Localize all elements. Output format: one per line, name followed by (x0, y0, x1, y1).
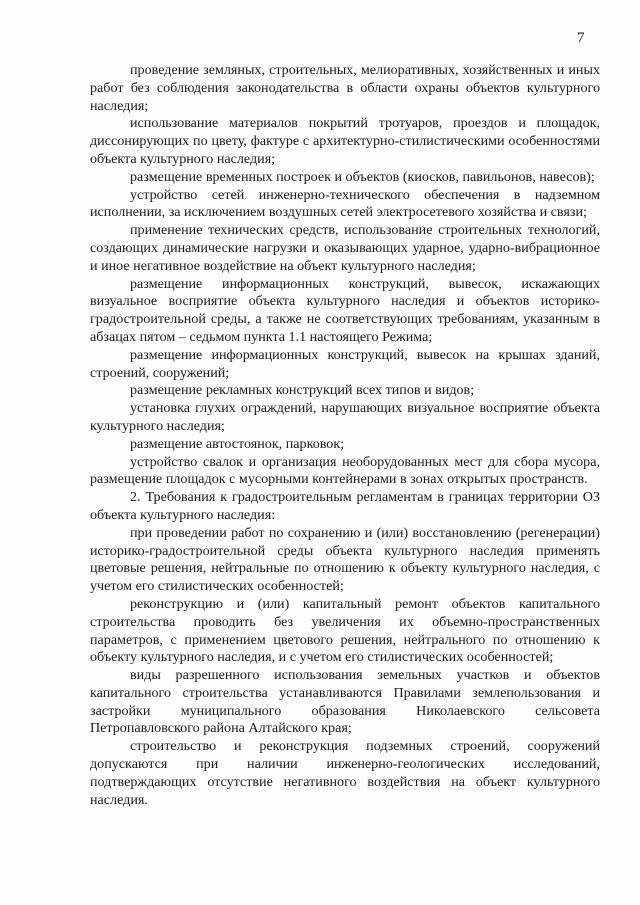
section-2-heading: 2. Требования к градостроительным регламентам в границах территории ОЗ объекта культурного наследия: (90, 489, 600, 523)
document-body (90, 62, 600, 809)
paragraph-5: применение технических средств, использование строительных технологий, создающих динамические нагрузки и оказывающих ударное, ударно-вибрационное и иное негативное воздействие на объект культурного наследия; (90, 222, 600, 274)
paragraph-14: реконструкцию и (или) капитальный ремонт объектов капитального строительства проводить без увеличения их объемно-пространственных параметров, с применением цветового решения, нейтрального по отношению к объекту культурного наследия, и с учетом его стилистических особенностей; (90, 595, 600, 666)
paragraph-3: размещение временных построек и объектов (киосков, павильонов, навесов); (130, 168, 595, 185)
paragraph-15: виды разрешенного использования земельных участков и объектов капитального строительства устанавливаются Правилами землепользования и застройки муниципального образования Николаевского сельсовета Петропавловского района Алтайского края; (90, 667, 600, 737)
paragraph-11: устройство свалок и организация необорудованных мест для сбора мусора, размещение площадок с мусорными контейнерами в зонах открытых пространств. (90, 453, 600, 488)
paragraph-2: использование материалов покрытий тротуаров, проездов и площадок, диссонирующих по цвету, фактуре с архитектурно-стилистическими особенностями объекта культурного наследия; (90, 115, 600, 167)
page-number: 7 (577, 30, 585, 46)
paragraph-4: устройство сетей инженерно-технического обеспечения в надземном исполнении, за исключением воздушных сетей электросетевого хозяйства и связи; (90, 186, 600, 221)
paragraph-9: установка глухих ограждений, нарушающих визуальное восприятие объекта культурного наследия; (90, 400, 600, 434)
paragraph-16: строительство и реконструкция подземных строений, сооружений допускаются при наличии инженерно-геологических исследований, подтверждающих отсутствие негативного воздействия на объект культурного наследия. (90, 738, 600, 808)
paragraph-13: при проведении работ по сохранению и (или) восстановлению (регенерации) историко-градостроительной среды объекта культурного наследия применять цветовые решения, нейтральные по отношению к объекту культурного наследия, с учетом его стилистических особенностей; (90, 524, 600, 595)
paragraph-1: проведение земляных, строительных, мелиоративных, хозяйственных и иных работ без соблюдения законодательства в области охраны объектов культурного наследия; (90, 62, 600, 114)
paragraph-10: размещение автостоянок, парковок; (130, 435, 345, 452)
paragraph-7: размещение информационных конструкций, вывесок на крышах зданий, строений, сооружений; (90, 346, 600, 381)
paragraph-8: размещение рекламных конструкций всех типов и видов; (130, 382, 475, 399)
paragraph-6: размещение информационных конструкций, вывесок, искажающих визуальное восприятие объекта культурного наследия и объектов историко-градостроительной среды, а также не соответствующих требованиям, указанным в абзацах пятом – седьмом пункта 1.1 настоящего Режима; (90, 275, 600, 345)
